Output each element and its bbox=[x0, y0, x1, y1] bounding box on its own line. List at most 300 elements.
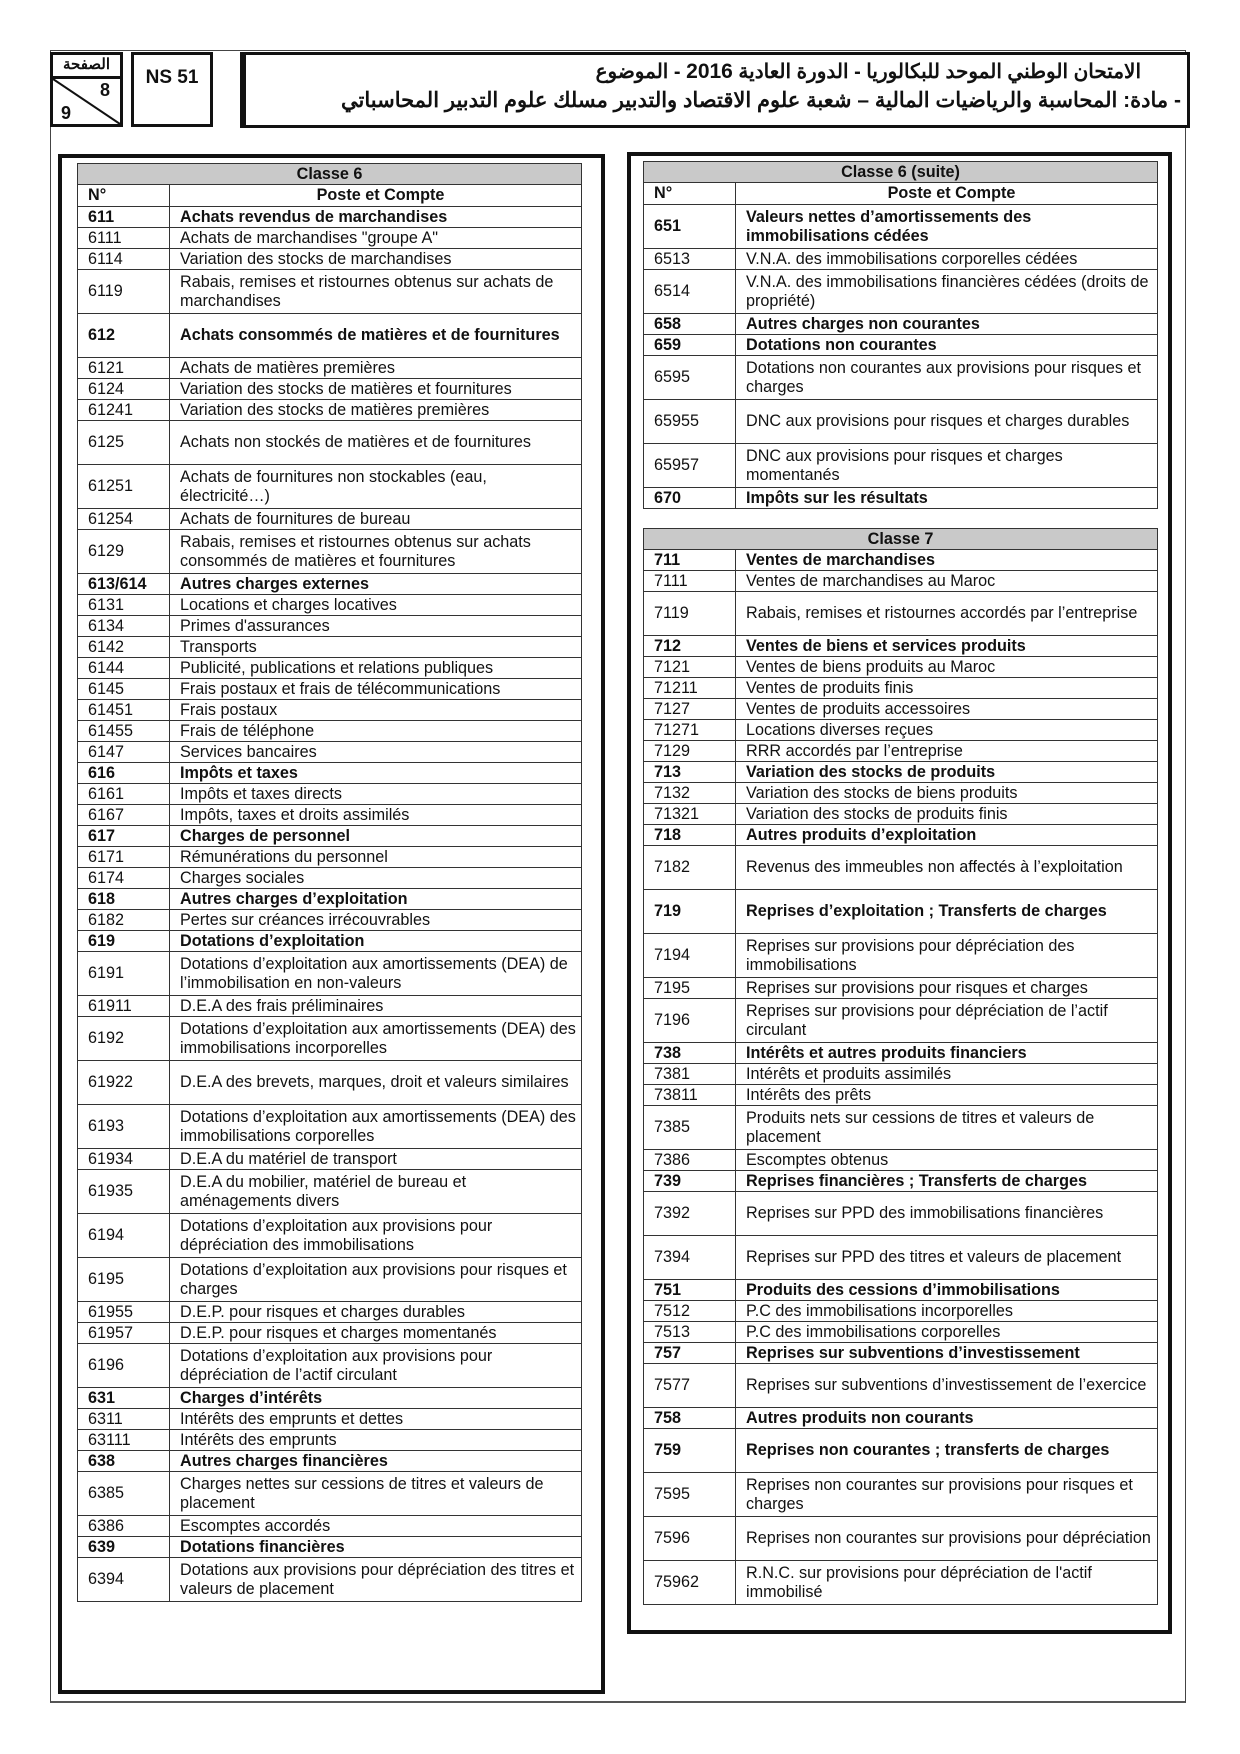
table-row bbox=[644, 314, 1158, 335]
table-row bbox=[78, 207, 582, 228]
table-row bbox=[644, 592, 1158, 636]
account-number: 712 bbox=[644, 636, 736, 657]
account-description: Intérêts des prêts bbox=[736, 1085, 1158, 1106]
account-description: Autres charges d’exploitation bbox=[170, 889, 582, 910]
account-description: Dotations d’exploitation aux amortissements (DEA) des immobilisations corporelles bbox=[170, 1105, 582, 1149]
account-number: 759 bbox=[644, 1429, 736, 1473]
account-number: 7196 bbox=[644, 999, 736, 1043]
account-number: 61241 bbox=[78, 400, 170, 421]
account-number: 651 bbox=[644, 205, 736, 249]
table-row bbox=[78, 509, 582, 530]
table-row bbox=[78, 1105, 582, 1149]
table-row bbox=[78, 400, 582, 421]
column-header-description: Poste et Compte bbox=[170, 185, 582, 207]
account-description: Locations et charges locatives bbox=[170, 595, 582, 616]
table-title-row bbox=[644, 529, 1158, 550]
table-row bbox=[644, 571, 1158, 592]
account-number: 7195 bbox=[644, 978, 736, 999]
account-description: Publicité, publications et relations publiques bbox=[170, 658, 582, 679]
account-description: Intérêts et produits assimilés bbox=[736, 1064, 1158, 1085]
table-row bbox=[78, 1214, 582, 1258]
total-pages: 9 bbox=[61, 103, 72, 123]
title-line-1-suffix: - الموضوع bbox=[595, 61, 681, 83]
account-description: Ventes de biens et services produits bbox=[736, 636, 1158, 657]
table-title-row bbox=[78, 164, 582, 185]
table-row bbox=[78, 1472, 582, 1516]
account-description: Charges de personnel bbox=[170, 826, 582, 847]
account-number: 7194 bbox=[644, 934, 736, 978]
table-row bbox=[78, 249, 582, 270]
table-row bbox=[644, 1085, 1158, 1106]
account-number: 7127 bbox=[644, 699, 736, 720]
account-description: Frais postaux bbox=[170, 700, 582, 721]
table-row bbox=[644, 846, 1158, 890]
account-description: Pertes sur créances irrécouvrables bbox=[170, 910, 582, 931]
table-row bbox=[644, 1473, 1158, 1517]
account-number: 738 bbox=[644, 1043, 736, 1064]
title-year: 2016 bbox=[686, 60, 733, 83]
table-row bbox=[644, 825, 1158, 846]
account-number: 71321 bbox=[644, 804, 736, 825]
account-number: 7381 bbox=[644, 1064, 736, 1085]
account-description: Produits des cessions d’immobilisations bbox=[736, 1280, 1158, 1301]
account-description: D.E.A des frais préliminaires bbox=[170, 996, 582, 1017]
account-number: 6195 bbox=[78, 1258, 170, 1302]
account-description: DNC aux provisions pour risques et charges durables bbox=[736, 400, 1158, 444]
account-number: 7513 bbox=[644, 1322, 736, 1343]
table-row bbox=[78, 996, 582, 1017]
account-number: 638 bbox=[78, 1451, 170, 1472]
account-number: 6385 bbox=[78, 1472, 170, 1516]
account-description: Variation des stocks de marchandises bbox=[170, 249, 582, 270]
account-description: Produits nets sur cessions de titres et valeurs de placement bbox=[736, 1106, 1158, 1150]
account-description: Achats de marchandises "groupe A" bbox=[170, 228, 582, 249]
account-number: 6194 bbox=[78, 1214, 170, 1258]
account-number: 7385 bbox=[644, 1106, 736, 1150]
table-title: Classe 7 bbox=[644, 529, 1158, 550]
table-row bbox=[78, 595, 582, 616]
account-description: Reprises non courantes ; transferts de charges bbox=[736, 1429, 1158, 1473]
table-row bbox=[644, 890, 1158, 934]
classe-6-body bbox=[78, 164, 582, 1602]
table-row bbox=[644, 249, 1158, 270]
account-number: 61955 bbox=[78, 1302, 170, 1323]
account-description: Variation des stocks de biens produits bbox=[736, 783, 1158, 804]
account-description: Impôts sur les résultats bbox=[736, 488, 1158, 509]
table-row bbox=[644, 550, 1158, 571]
account-number: 6114 bbox=[78, 249, 170, 270]
account-number: 71271 bbox=[644, 720, 736, 741]
account-number: 6131 bbox=[78, 595, 170, 616]
table-row bbox=[78, 826, 582, 847]
account-description: Dotations financières bbox=[170, 1537, 582, 1558]
account-number: 6386 bbox=[78, 1516, 170, 1537]
account-number: 7577 bbox=[644, 1364, 736, 1408]
exam-code-box bbox=[131, 52, 213, 127]
account-description: Reprises d’exploitation ; Transferts de charges bbox=[736, 890, 1158, 934]
classe-6-suite-body bbox=[644, 162, 1158, 509]
account-number: 7182 bbox=[644, 846, 736, 890]
account-number: 7119 bbox=[644, 592, 736, 636]
account-number: 63111 bbox=[78, 1430, 170, 1451]
table-row bbox=[78, 931, 582, 952]
title-line-1 bbox=[246, 58, 1141, 86]
account-description: Dotations d’exploitation aux amortissements (DEA) de l’immobilisation en non-valeurs bbox=[170, 952, 582, 996]
table-row bbox=[78, 1451, 582, 1472]
account-number: 618 bbox=[78, 889, 170, 910]
account-description: Ventes de produits finis bbox=[736, 678, 1158, 699]
account-number: 6191 bbox=[78, 952, 170, 996]
table-row bbox=[644, 999, 1158, 1043]
account-description: RRR accordés par l’entreprise bbox=[736, 741, 1158, 762]
table-row bbox=[78, 465, 582, 509]
account-description: Reprises non courantes sur provisions pour dépréciation bbox=[736, 1517, 1158, 1561]
account-description: Charges sociales bbox=[170, 868, 582, 889]
account-number: 7394 bbox=[644, 1236, 736, 1280]
table-row bbox=[644, 1429, 1158, 1473]
table-row bbox=[644, 1171, 1158, 1192]
account-number: 6192 bbox=[78, 1017, 170, 1061]
table-row bbox=[644, 270, 1158, 314]
account-description: Achats non stockés de matières et de fournitures bbox=[170, 421, 582, 465]
account-number: 7132 bbox=[644, 783, 736, 804]
account-description: Autres charges non courantes bbox=[736, 314, 1158, 335]
account-description: D.E.A du mobilier, matériel de bureau et aménagements divers bbox=[170, 1170, 582, 1214]
table-row bbox=[78, 421, 582, 465]
table-row bbox=[78, 1061, 582, 1105]
account-description: DNC aux provisions pour risques et charges momentanés bbox=[736, 444, 1158, 488]
table-row bbox=[644, 1064, 1158, 1085]
title-line-2: - مادة: المحاسبة والرياضيات المالية – شعبة علوم الاقتصاد والتدبير مسلك علوم التدبير المحاسباتي bbox=[341, 89, 1181, 112]
account-description: Reprises sur PPD des immobilisations financières bbox=[736, 1192, 1158, 1236]
account-description: Dotations d’exploitation aux provisions pour dépréciation de l’actif circulant bbox=[170, 1344, 582, 1388]
account-number: 713 bbox=[644, 762, 736, 783]
account-description: Rabais, remises et ristournes obtenus sur achats de marchandises bbox=[170, 270, 582, 314]
account-description: Charges d’intérêts bbox=[170, 1388, 582, 1409]
account-number: 71211 bbox=[644, 678, 736, 699]
account-number: 6595 bbox=[644, 356, 736, 400]
account-number: 6167 bbox=[78, 805, 170, 826]
account-number: 617 bbox=[78, 826, 170, 847]
account-description: Dotations aux provisions pour dépréciation des titres et valeurs de placement bbox=[170, 1558, 582, 1602]
account-number: 739 bbox=[644, 1171, 736, 1192]
account-description: D.E.A du matériel de transport bbox=[170, 1149, 582, 1170]
account-description: D.E.A des brevets, marques, droit et valeurs similaires bbox=[170, 1061, 582, 1105]
account-description: Ventes de marchandises au Maroc bbox=[736, 571, 1158, 592]
account-number: 659 bbox=[644, 335, 736, 356]
table-row bbox=[644, 657, 1158, 678]
account-description: Reprises sur PPD des titres et valeurs de placement bbox=[736, 1236, 1158, 1280]
account-number: 65955 bbox=[644, 400, 736, 444]
account-number: 7111 bbox=[644, 571, 736, 592]
account-description: Autres produits d’exploitation bbox=[736, 825, 1158, 846]
account-number: 6111 bbox=[78, 228, 170, 249]
table-row bbox=[644, 488, 1158, 509]
table-row bbox=[78, 1409, 582, 1430]
account-description: Reprises sur provisions pour dépréciation de l’actif circulant bbox=[736, 999, 1158, 1043]
page-label: الصفحة bbox=[53, 55, 120, 79]
table-row bbox=[78, 658, 582, 679]
table-row bbox=[78, 1170, 582, 1214]
account-description: Ventes de biens produits au Maroc bbox=[736, 657, 1158, 678]
table-row bbox=[644, 444, 1158, 488]
table-row bbox=[78, 574, 582, 595]
account-description: Dotations d’exploitation aux provisions pour risques et charges bbox=[170, 1258, 582, 1302]
table-row bbox=[644, 720, 1158, 741]
account-description: Variation des stocks de produits bbox=[736, 762, 1158, 783]
account-number: 7392 bbox=[644, 1192, 736, 1236]
account-number: 61455 bbox=[78, 721, 170, 742]
account-number: 6142 bbox=[78, 637, 170, 658]
account-number: 61254 bbox=[78, 509, 170, 530]
table-row bbox=[644, 1192, 1158, 1236]
account-number: 6514 bbox=[644, 270, 736, 314]
table-row bbox=[644, 783, 1158, 804]
table-row bbox=[644, 699, 1158, 720]
table-row bbox=[78, 700, 582, 721]
column-header-number: N° bbox=[644, 183, 736, 205]
account-number: 658 bbox=[644, 314, 736, 335]
table-title-row bbox=[644, 162, 1158, 183]
account-number: 61957 bbox=[78, 1323, 170, 1344]
account-number: 61935 bbox=[78, 1170, 170, 1214]
account-description: Variation des stocks de matières et fournitures bbox=[170, 379, 582, 400]
account-number: 6311 bbox=[78, 1409, 170, 1430]
account-number: 6171 bbox=[78, 847, 170, 868]
column-header-row bbox=[78, 185, 582, 207]
account-number: 6394 bbox=[78, 1558, 170, 1602]
account-number: 616 bbox=[78, 763, 170, 784]
table-row bbox=[78, 1516, 582, 1537]
table-row bbox=[644, 335, 1158, 356]
table-row bbox=[78, 1302, 582, 1323]
table-title: Classe 6 (suite) bbox=[644, 162, 1158, 183]
account-number: 61934 bbox=[78, 1149, 170, 1170]
table-row bbox=[78, 530, 582, 574]
table-row bbox=[644, 356, 1158, 400]
account-description: D.E.P. pour risques et charges momentanés bbox=[170, 1323, 582, 1344]
account-number: 6174 bbox=[78, 868, 170, 889]
account-description: Revenus des immeubles non affectés à l’exploitation bbox=[736, 846, 1158, 890]
account-description: Achats de matières premières bbox=[170, 358, 582, 379]
account-number: 6182 bbox=[78, 910, 170, 931]
table-row bbox=[78, 1344, 582, 1388]
table-row bbox=[78, 1388, 582, 1409]
account-description: Autres charges externes bbox=[170, 574, 582, 595]
account-description: Escomptes obtenus bbox=[736, 1150, 1158, 1171]
account-description: Transports bbox=[170, 637, 582, 658]
table-row bbox=[644, 636, 1158, 657]
account-description: Intérêts et autres produits financiers bbox=[736, 1043, 1158, 1064]
classe-7-body bbox=[644, 529, 1158, 1605]
exam-code: NS 51 bbox=[145, 67, 199, 88]
table-row bbox=[78, 721, 582, 742]
account-description: Reprises non courantes sur provisions pour risques et charges bbox=[736, 1473, 1158, 1517]
account-number: 6125 bbox=[78, 421, 170, 465]
table-row bbox=[78, 952, 582, 996]
account-description: P.C des immobilisations corporelles bbox=[736, 1322, 1158, 1343]
account-description: Dotations d’exploitation aux amortissements (DEA) des immobilisations incorporelles bbox=[170, 1017, 582, 1061]
table-row bbox=[644, 1043, 1158, 1064]
account-description: Autres charges financières bbox=[170, 1451, 582, 1472]
account-description: Dotations d’exploitation bbox=[170, 931, 582, 952]
account-number: 6196 bbox=[78, 1344, 170, 1388]
exam-title-box bbox=[240, 52, 1190, 128]
column-header-number: N° bbox=[78, 185, 170, 207]
table-row bbox=[78, 1558, 582, 1602]
account-number: 6144 bbox=[78, 658, 170, 679]
table-title: Classe 6 bbox=[78, 164, 582, 185]
table-row bbox=[644, 678, 1158, 699]
table-row bbox=[644, 1408, 1158, 1429]
table-row bbox=[644, 205, 1158, 249]
classe-7-table bbox=[643, 528, 1158, 1605]
account-number: 7121 bbox=[644, 657, 736, 678]
account-description: Dotations d’exploitation aux provisions pour dépréciation des immobilisations bbox=[170, 1214, 582, 1258]
account-description: Valeurs nettes d’amortissements des immobilisations cédées bbox=[736, 205, 1158, 249]
table-row bbox=[644, 978, 1158, 999]
account-description: Frais postaux et frais de télécommunications bbox=[170, 679, 582, 700]
account-number: 6513 bbox=[644, 249, 736, 270]
account-description: Reprises sur provisions pour risques et charges bbox=[736, 978, 1158, 999]
table-row bbox=[644, 1364, 1158, 1408]
account-number: 7595 bbox=[644, 1473, 736, 1517]
account-number: 7129 bbox=[644, 741, 736, 762]
table-row bbox=[78, 805, 582, 826]
account-description: Intérêts des emprunts et dettes bbox=[170, 1409, 582, 1430]
account-description: Reprises sur provisions pour dépréciation des immobilisations bbox=[736, 934, 1158, 978]
account-description: Autres produits non courants bbox=[736, 1408, 1158, 1429]
account-number: 670 bbox=[644, 488, 736, 509]
account-description: Impôts, taxes et droits assimilés bbox=[170, 805, 582, 826]
account-number: 711 bbox=[644, 550, 736, 571]
table-row bbox=[78, 1149, 582, 1170]
classe-6-suite-table bbox=[643, 161, 1158, 509]
current-page: 8 bbox=[99, 80, 110, 100]
account-description: Dotations non courantes bbox=[736, 335, 1158, 356]
account-number: 61922 bbox=[78, 1061, 170, 1105]
table-row bbox=[78, 228, 582, 249]
table-row bbox=[78, 868, 582, 889]
classe-6-table bbox=[77, 163, 582, 1602]
account-number: 73811 bbox=[644, 1085, 736, 1106]
account-description: Dotations non courantes aux provisions pour risques et charges bbox=[736, 356, 1158, 400]
table-row bbox=[78, 889, 582, 910]
account-description: Locations diverses reçues bbox=[736, 720, 1158, 741]
account-description: Ventes de produits accessoires bbox=[736, 699, 1158, 720]
account-description: Primes d'assurances bbox=[170, 616, 582, 637]
table-row bbox=[78, 763, 582, 784]
account-description: Reprises sur subventions d’investissement de l’exercice bbox=[736, 1364, 1158, 1408]
account-number: 612 bbox=[78, 314, 170, 358]
account-number: 61911 bbox=[78, 996, 170, 1017]
table-row bbox=[78, 784, 582, 805]
table-row bbox=[78, 742, 582, 763]
account-description: Impôts et taxes bbox=[170, 763, 582, 784]
account-number: 611 bbox=[78, 207, 170, 228]
account-description: Intérêts des emprunts bbox=[170, 1430, 582, 1451]
account-description: P.C des immobilisations incorporelles bbox=[736, 1301, 1158, 1322]
table-row bbox=[644, 1280, 1158, 1301]
table-row bbox=[644, 400, 1158, 444]
table-row bbox=[644, 1322, 1158, 1343]
account-description: Rabais, remises et ristournes accordés par l’entreprise bbox=[736, 592, 1158, 636]
account-number: 631 bbox=[78, 1388, 170, 1409]
table-row bbox=[644, 1343, 1158, 1364]
table-row bbox=[78, 616, 582, 637]
account-description: Achats revendus de marchandises bbox=[170, 207, 582, 228]
account-description: Achats de fournitures non stockables (eau, électricité…) bbox=[170, 465, 582, 509]
account-description: Frais de téléphone bbox=[170, 721, 582, 742]
account-description: Achats consommés de matières et de fournitures bbox=[170, 314, 582, 358]
table-row bbox=[78, 910, 582, 931]
table-row bbox=[644, 1236, 1158, 1280]
column-header-description: Poste et Compte bbox=[736, 183, 1158, 205]
account-number: 61251 bbox=[78, 465, 170, 509]
account-description: Reprises sur subventions d’investissement bbox=[736, 1343, 1158, 1364]
account-number: 6147 bbox=[78, 742, 170, 763]
table-row bbox=[78, 358, 582, 379]
account-number: 61451 bbox=[78, 700, 170, 721]
account-number: 757 bbox=[644, 1343, 736, 1364]
account-description: Achats de fournitures de bureau bbox=[170, 509, 582, 530]
column-header-row bbox=[644, 183, 1158, 205]
table-row bbox=[78, 270, 582, 314]
table-row bbox=[644, 934, 1158, 978]
table-row bbox=[78, 1323, 582, 1344]
account-description: Escomptes accordés bbox=[170, 1516, 582, 1537]
account-description: Variation des stocks de produits finis bbox=[736, 804, 1158, 825]
account-number: 6124 bbox=[78, 379, 170, 400]
table-row bbox=[78, 679, 582, 700]
table-row bbox=[78, 1430, 582, 1451]
account-number: 751 bbox=[644, 1280, 736, 1301]
account-number: 619 bbox=[78, 931, 170, 952]
table-row bbox=[644, 1150, 1158, 1171]
account-description: Impôts et taxes directs bbox=[170, 784, 582, 805]
account-number: 7512 bbox=[644, 1301, 736, 1322]
page-number-box bbox=[50, 52, 123, 127]
account-description: Variation des stocks de matières premières bbox=[170, 400, 582, 421]
table-row bbox=[644, 1561, 1158, 1605]
table-row bbox=[644, 762, 1158, 783]
account-description: Ventes de marchandises bbox=[736, 550, 1158, 571]
account-number: 613/614 bbox=[78, 574, 170, 595]
table-row bbox=[78, 379, 582, 400]
table-row bbox=[644, 1517, 1158, 1561]
account-number: 6134 bbox=[78, 616, 170, 637]
account-description: Reprises financières ; Transferts de charges bbox=[736, 1171, 1158, 1192]
table-row bbox=[78, 314, 582, 358]
account-number: 6161 bbox=[78, 784, 170, 805]
table-row bbox=[78, 637, 582, 658]
table-row bbox=[644, 1301, 1158, 1322]
account-description: Rabais, remises et ristournes obtenus sur achats consommés de matières et fournitures bbox=[170, 530, 582, 574]
account-number: 719 bbox=[644, 890, 736, 934]
account-number: 758 bbox=[644, 1408, 736, 1429]
account-description: V.N.A. des immobilisations corporelles cédées bbox=[736, 249, 1158, 270]
account-number: 65957 bbox=[644, 444, 736, 488]
account-number: 6145 bbox=[78, 679, 170, 700]
account-description: D.E.P. pour risques et charges durables bbox=[170, 1302, 582, 1323]
table-row bbox=[644, 1106, 1158, 1150]
account-number: 7596 bbox=[644, 1517, 736, 1561]
account-number: 6119 bbox=[78, 270, 170, 314]
table-row bbox=[78, 1258, 582, 1302]
account-number: 718 bbox=[644, 825, 736, 846]
table-row bbox=[78, 1017, 582, 1061]
account-number: 6193 bbox=[78, 1105, 170, 1149]
